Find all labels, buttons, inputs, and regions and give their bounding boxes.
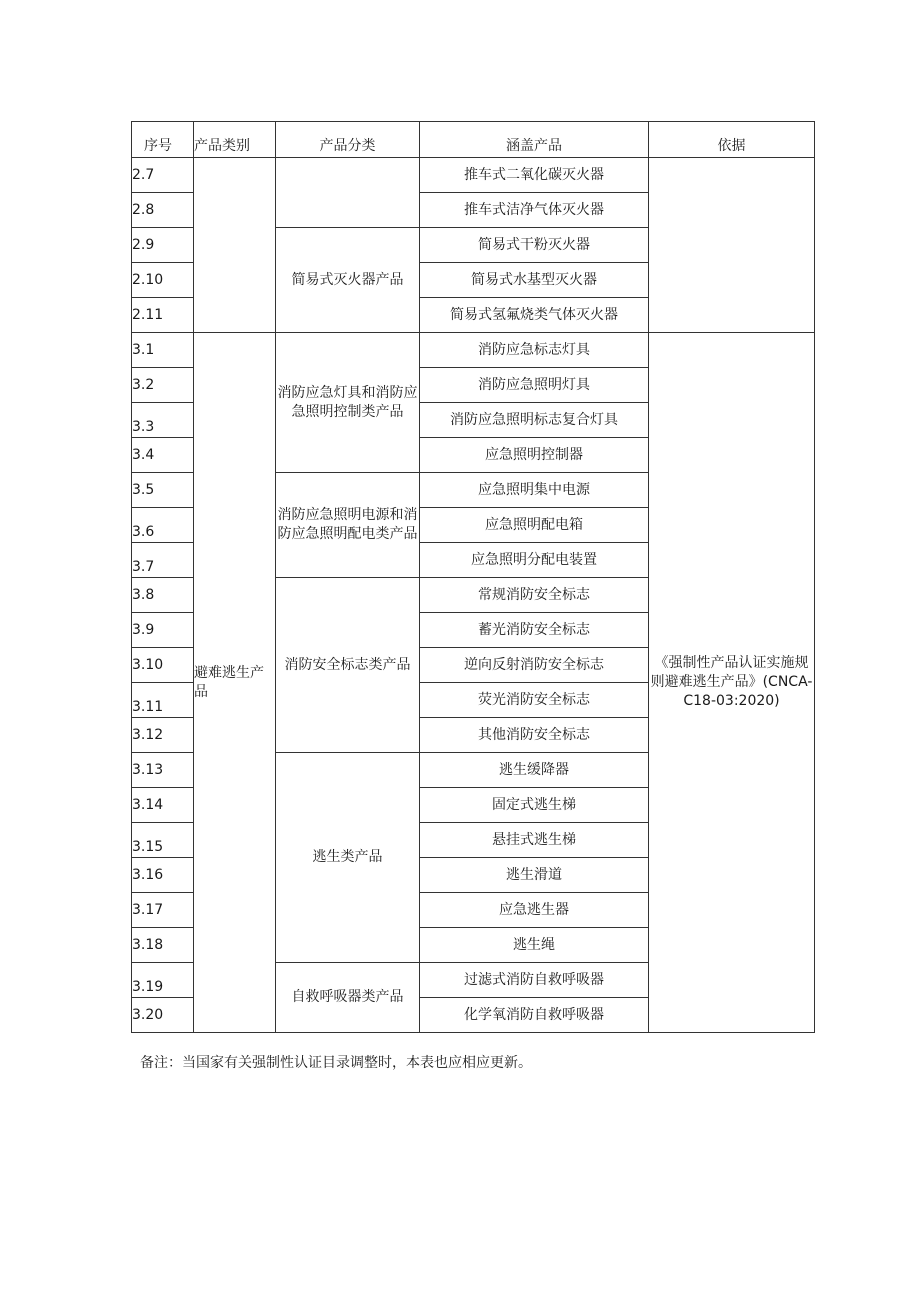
row-seq: 3.1 — [132, 333, 194, 368]
basis-cell-empty — [649, 158, 815, 333]
row-product: 逃生滑道 — [420, 858, 649, 893]
row-seq: 3.6 — [132, 508, 194, 543]
row-product: 消防应急标志灯具 — [420, 333, 649, 368]
row-seq: 3.9 — [132, 613, 194, 648]
header-basis: 依据 — [649, 122, 815, 158]
row-product: 简易式水基型灭火器 — [420, 263, 649, 298]
table-footnote: 备注：当国家有关强制性认证目录调整时，本表也应相应更新。 — [140, 1055, 532, 1071]
row-product: 悬挂式逃生梯 — [420, 823, 649, 858]
row-seq: 2.9 — [132, 228, 194, 263]
row-seq: 3.5 — [132, 473, 194, 508]
row-product: 荧光消防安全标志 — [420, 683, 649, 718]
table-header-row — [132, 122, 815, 158]
row-product: 其他消防安全标志 — [420, 718, 649, 753]
row-seq: 2.10 — [132, 263, 194, 298]
product-catalog-table — [131, 121, 815, 1033]
row-product: 应急照明控制器 — [420, 438, 649, 473]
row-product: 固定式逃生梯 — [420, 788, 649, 823]
row-product: 简易式干粉灭火器 — [420, 228, 649, 263]
row-product: 应急逃生器 — [420, 893, 649, 928]
row-seq: 3.10 — [132, 648, 194, 683]
row-seq: 3.17 — [132, 893, 194, 928]
row-seq: 3.14 — [132, 788, 194, 823]
row-product: 应急照明分配电装置 — [420, 543, 649, 578]
basis-regulation: 《强制性产品认证实施规则避难逃生产品》(CNCA-C18-03:2020) — [649, 333, 815, 1033]
header-covered-products: 涵盖产品 — [420, 122, 649, 158]
group-emergency-lamps: 消防应急灯具和消防应急照明控制类产品 — [276, 333, 420, 473]
row-seq: 2.8 — [132, 193, 194, 228]
row-seq: 3.2 — [132, 368, 194, 403]
classification-cell-empty — [276, 158, 420, 228]
row-seq: 3.4 — [132, 438, 194, 473]
row-product: 逆向反射消防安全标志 — [420, 648, 649, 683]
row-product: 消防应急照明标志复合灯具 — [420, 403, 649, 438]
row-seq: 3.11 — [132, 683, 194, 718]
row-seq: 3.19 — [132, 963, 194, 998]
row-seq: 3.13 — [132, 753, 194, 788]
row-seq: 3.18 — [132, 928, 194, 963]
header-seq: 序号 — [132, 122, 194, 158]
row-product: 消防应急照明灯具 — [420, 368, 649, 403]
row-product: 化学氧消防自救呼吸器 — [420, 998, 649, 1033]
row-product: 常规消防安全标志 — [420, 578, 649, 613]
row-seq: 3.7 — [132, 543, 194, 578]
row-product: 逃生缓降器 — [420, 753, 649, 788]
group-simple-extinguisher: 简易式灭火器产品 — [276, 228, 420, 333]
row-seq: 2.11 — [132, 298, 194, 333]
row-product: 推车式二氧化碳灭火器 — [420, 158, 649, 193]
row-seq: 3.20 — [132, 998, 194, 1033]
row-seq: 3.15 — [132, 823, 194, 858]
group-escape-products: 逃生类产品 — [276, 753, 420, 963]
table-row — [132, 158, 815, 193]
header-classification: 产品分类 — [276, 122, 420, 158]
row-seq: 3.12 — [132, 718, 194, 753]
category-evacuation: 避难逃生产品 — [194, 333, 276, 1033]
category-cell-empty — [194, 158, 276, 333]
row-product: 应急照明配电箱 — [420, 508, 649, 543]
header-category: 产品类别 — [194, 122, 276, 158]
row-product: 简易式氢氟烧类气体灭火器 — [420, 298, 649, 333]
group-safety-signs: 消防安全标志类产品 — [276, 578, 420, 753]
table-row — [132, 333, 815, 368]
row-product: 应急照明集中电源 — [420, 473, 649, 508]
row-seq: 2.7 — [132, 158, 194, 193]
row-seq: 3.16 — [132, 858, 194, 893]
group-emergency-power: 消防应急照明电源和消防应急照明配电类产品 — [276, 473, 420, 578]
row-product: 蓄光消防安全标志 — [420, 613, 649, 648]
row-seq: 3.8 — [132, 578, 194, 613]
row-product: 推车式洁净气体灭火器 — [420, 193, 649, 228]
row-product: 过滤式消防自救呼吸器 — [420, 963, 649, 998]
row-seq: 3.3 — [132, 403, 194, 438]
row-product: 逃生绳 — [420, 928, 649, 963]
group-self-rescue-respirators: 自救呼吸器类产品 — [276, 963, 420, 1033]
